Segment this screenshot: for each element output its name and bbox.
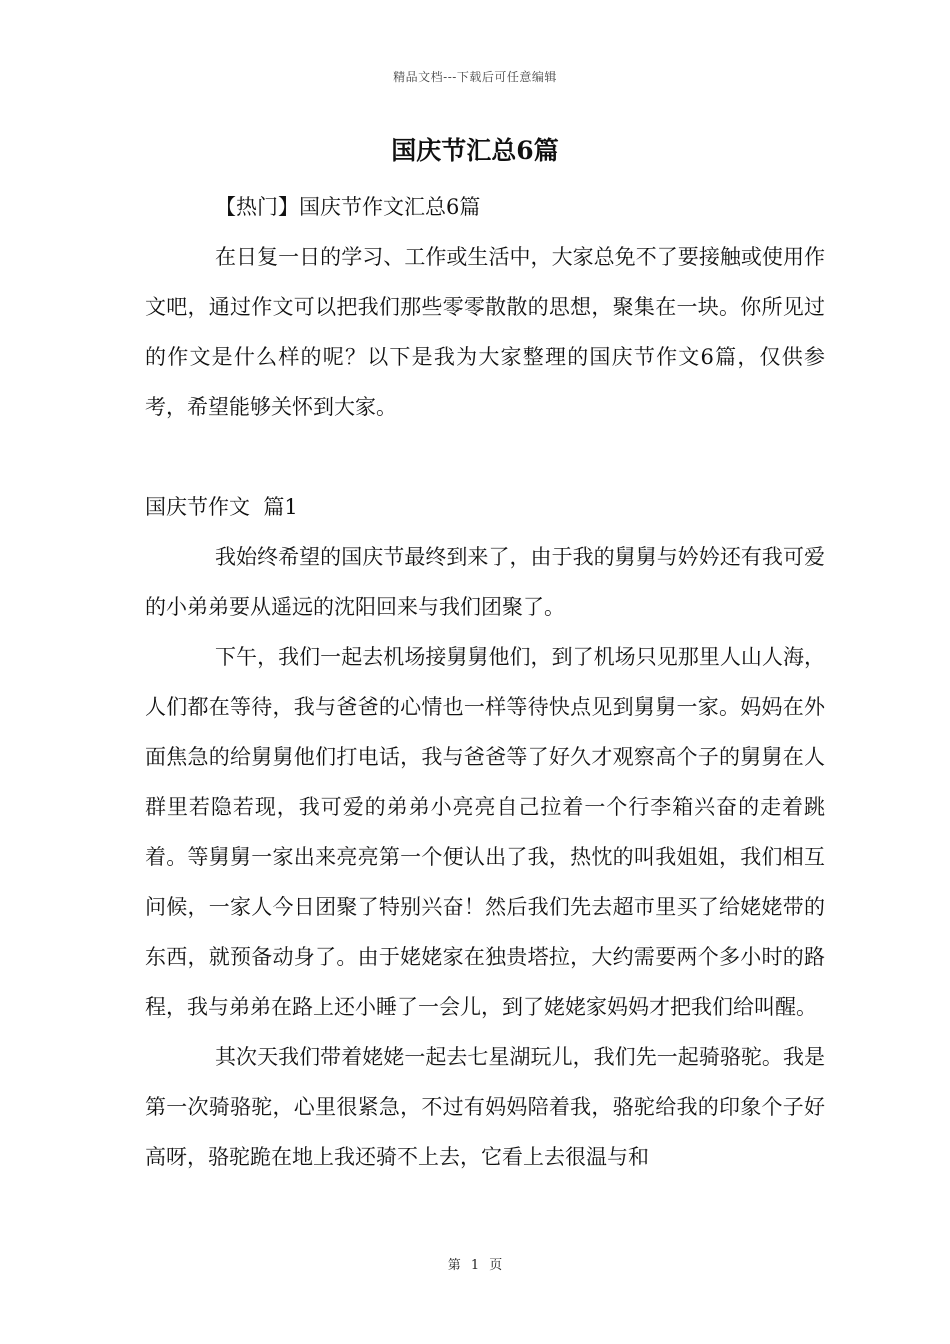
document-title: 国庆节汇总6篇 bbox=[391, 136, 559, 165]
body-paragraph: 我始终希望的国庆节最终到来了，由于我的舅舅与妗妗还有我可爱的小弟弟要从遥远的沈阳回来与我们团聚了。 bbox=[145, 545, 825, 619]
page-number: 1 bbox=[470, 1258, 480, 1273]
body-paragraph: 其次天我们带着姥姥一起去七星湖玩儿，我们先一起骑骆驼。我是第一次骑骆驼，心里很紧急，不过有妈妈陪着我，骆驼给我的印象个子好高呀，骆驼跪在地上我还骑不上去，它看上去很温与和 bbox=[145, 1045, 825, 1169]
section-heading: 国庆节作文 篇1 bbox=[145, 495, 298, 519]
document-body bbox=[145, 182, 825, 1182]
header-note: 精品文档---下载后可任意编辑 bbox=[393, 70, 557, 84]
document-subtitle: 【热门】国庆节作文汇总6篇 bbox=[215, 195, 481, 219]
intro-paragraph: 在日复一日的学习、工作或生活中，大家总免不了要接触或使用作文吧，通过作文可以把我们那些零零散散的思想，聚集在一块。你所见过的作文是什么样的呢？以下是我为大家整理的国庆节作文6篇，仅供参考，希望能够关怀到大家。 bbox=[145, 245, 825, 419]
body-paragraph: 下午，我们一起去机场接舅舅他们，到了机场只见那里人山人海，人们都在等待，我与爸爸的心情也一样等待快点见到舅舅一家。妈妈在外面焦急的给舅舅他们打电话，我与爸爸等了好久才观察高个子的舅舅在人群里若隐若现，我可爱的弟弟小亮亮自己拉着一个行李箱兴奋的走着跳着。等舅舅一家出来亮亮第一个便认出了我，热忱的叫我姐姐，我们相互问候，一家人今日团聚了特别兴奋！然后我们先去超市里买了给姥姥带的东西，就预备动身了。由于姥姥家在独贵塔拉，大约需要两个多小时的路程，我与弟弟在路上还小睡了一会儿，到了姥姥家妈妈才把我们给叫醒。 bbox=[145, 645, 825, 1019]
footer-suffix: 页 bbox=[489, 1258, 503, 1273]
page-footer bbox=[0, 1254, 950, 1273]
footer-prefix: 第 bbox=[447, 1258, 461, 1273]
